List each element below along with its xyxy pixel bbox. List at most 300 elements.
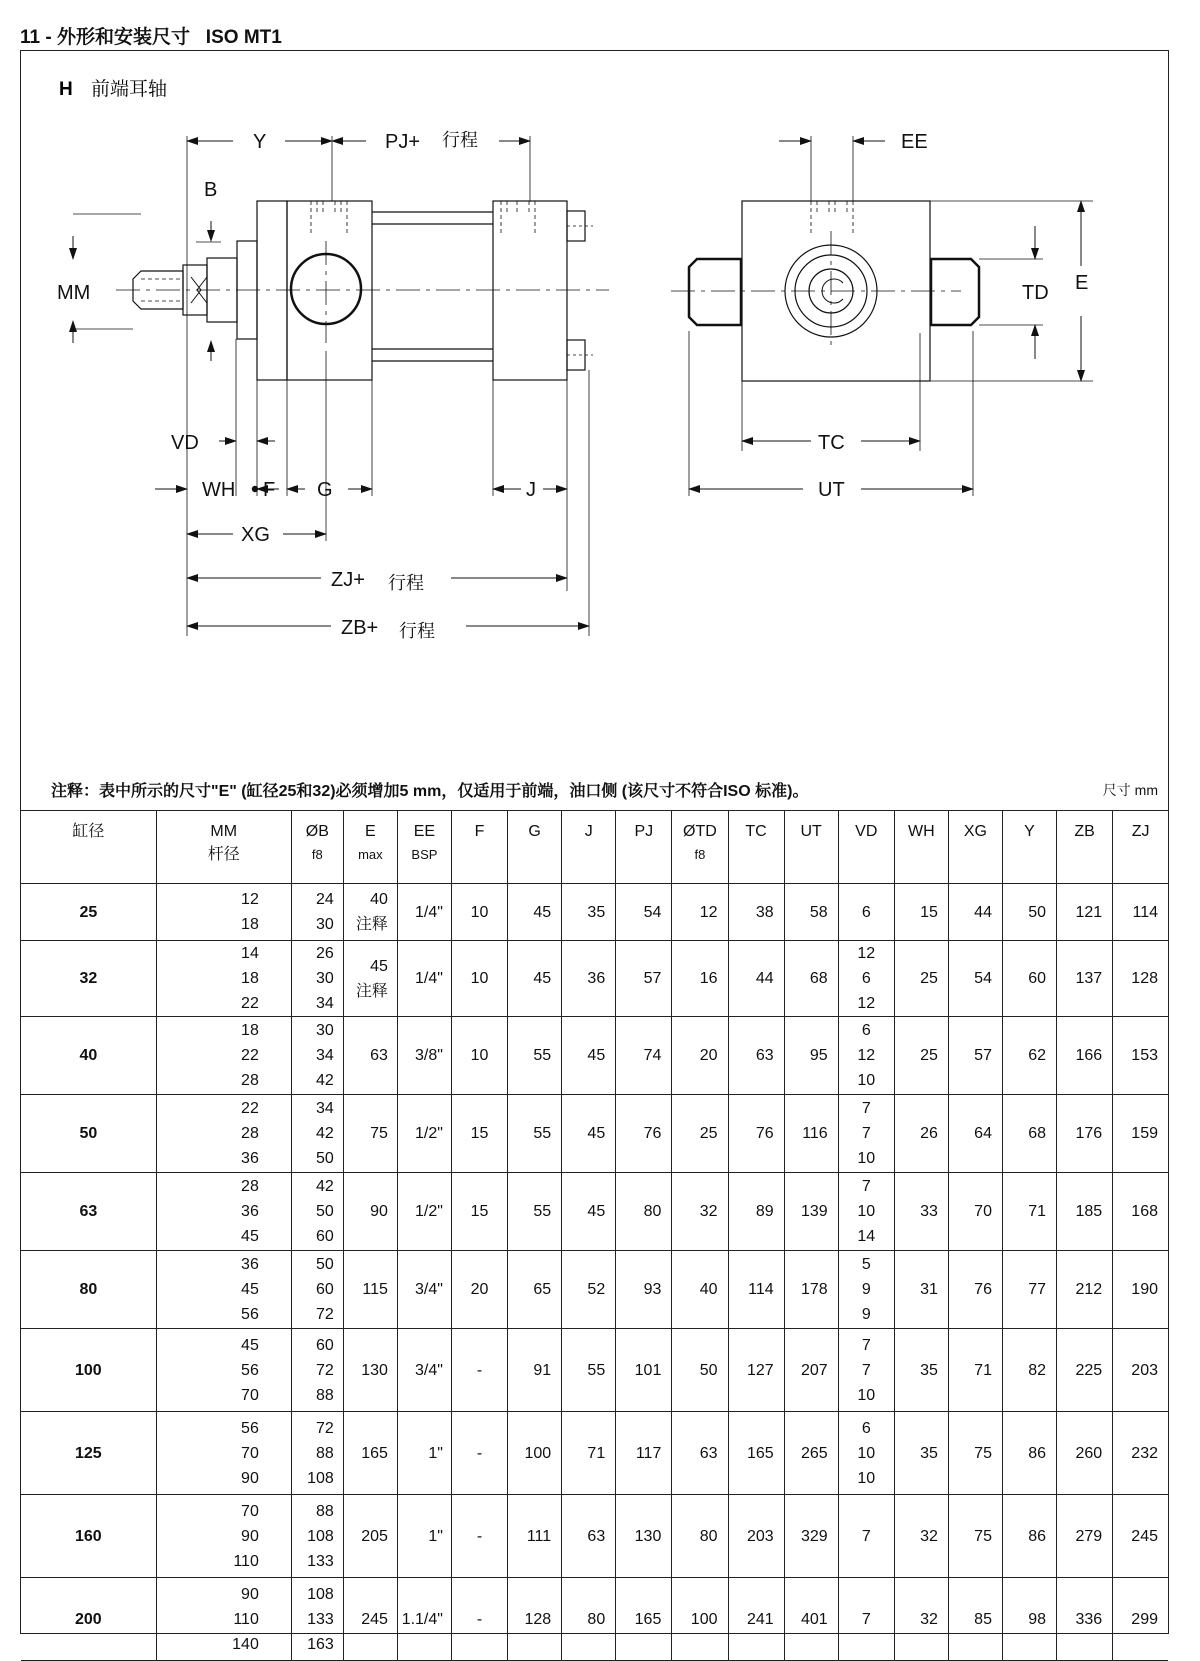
cell-line: 70 <box>241 1444 259 1462</box>
cell-line: 42 <box>316 1178 334 1195</box>
trunnion-left <box>689 259 741 325</box>
cell-line: 26 <box>316 945 334 962</box>
label-ZJ: ZJ+ <box>331 569 365 591</box>
cell-td: 50 <box>672 1329 728 1412</box>
cell-line: 9 <box>861 1281 871 1298</box>
header-label: XG <box>963 823 987 840</box>
cell-tc: 44 <box>728 941 784 1017</box>
cell-td: 63 <box>672 1412 728 1495</box>
cell-line: 18 <box>241 916 259 933</box>
cell-f: 10 <box>451 941 507 1017</box>
cell-pj: 165 <box>616 1578 672 1661</box>
label-ZB: ZB+ <box>341 617 379 639</box>
cell-mm <box>156 1251 291 1329</box>
header-label: PJ <box>634 823 654 840</box>
cell-g: 128 <box>508 1578 562 1661</box>
cell-f: - <box>451 1329 507 1412</box>
cell-line: 36 <box>241 1256 259 1273</box>
cell-xg: 76 <box>948 1251 1002 1329</box>
cell-zj: 203 <box>1113 1329 1168 1412</box>
label-WH: WH <box>202 479 236 501</box>
cell-wh: 35 <box>894 1412 948 1495</box>
cell-wh: 33 <box>894 1173 948 1251</box>
cell-line: 12 <box>857 945 876 962</box>
header-label: EE <box>413 823 436 840</box>
cell-bore: 200 <box>21 1578 156 1661</box>
cell-line: 205 <box>361 1527 388 1545</box>
cell-zb: 279 <box>1057 1495 1113 1578</box>
cell-ut: 68 <box>784 941 838 1017</box>
cell-line: 36 <box>241 1203 259 1220</box>
cell-line: 6 <box>861 1419 871 1437</box>
cell-td: 12 <box>672 884 728 941</box>
label-stroke-ZJ: 行程 <box>388 573 424 593</box>
cell-g: 45 <box>508 941 562 1017</box>
label-EE: EE <box>901 131 928 153</box>
cell-ut: 329 <box>784 1495 838 1578</box>
cell-line: 10 <box>857 1444 876 1462</box>
cell-xg: 57 <box>948 1017 1002 1095</box>
header-label: ZJ <box>1131 823 1150 840</box>
cell-line: 7 <box>861 1610 871 1628</box>
cell-e <box>343 1251 397 1329</box>
cell-line: 7 <box>861 1361 871 1379</box>
cell-zb: 185 <box>1057 1173 1113 1251</box>
cell-wh: 25 <box>894 1017 948 1095</box>
cell-b <box>291 1329 343 1412</box>
cell-line: 30 <box>316 970 334 987</box>
trunnion-right <box>931 259 979 325</box>
cell-line: 22 <box>241 1047 259 1064</box>
cell-ee: 1" <box>397 1495 451 1578</box>
cell-e <box>343 884 397 941</box>
cell-j: 71 <box>562 1412 616 1495</box>
cell-line: 7 <box>861 1178 871 1195</box>
cell-y: 86 <box>1002 1412 1056 1495</box>
column-header <box>784 811 838 884</box>
cell-vd <box>838 1017 894 1095</box>
cell-j: 45 <box>562 1173 616 1251</box>
cell-zb: 121 <box>1057 884 1113 941</box>
table-row <box>21 1095 1168 1173</box>
cell-zb: 212 <box>1057 1251 1113 1329</box>
column-header <box>672 811 728 884</box>
cell-line: 90 <box>241 1469 259 1487</box>
cell-f: - <box>451 1412 507 1495</box>
cell-vd <box>838 1495 894 1578</box>
cell-td: 80 <box>672 1495 728 1578</box>
cell-bore: 160 <box>21 1495 156 1578</box>
cell-line: 88 <box>316 1386 334 1404</box>
cell-f: 10 <box>451 884 507 941</box>
cell-wh: 31 <box>894 1251 948 1329</box>
label-F: F <box>263 479 276 501</box>
cell-ut: 178 <box>784 1251 838 1329</box>
cell-wh: 32 <box>894 1578 948 1661</box>
cell-line: 90 <box>241 1585 259 1603</box>
cell-ut: 401 <box>784 1578 838 1661</box>
column-header <box>728 811 784 884</box>
cell-line: 12 <box>857 995 876 1012</box>
cell-xg: 44 <box>948 884 1002 941</box>
table-row <box>21 1173 1168 1251</box>
cell-b <box>291 1173 343 1251</box>
column-header <box>894 811 948 884</box>
dimension-table <box>21 810 1168 1661</box>
dimension-labels <box>57 130 1088 641</box>
cell-line: 9 <box>861 1306 871 1323</box>
cell-line: 45 <box>241 1281 259 1298</box>
table-row <box>21 884 1168 941</box>
cell-y: 68 <box>1002 1095 1056 1173</box>
cell-pj: 57 <box>616 941 672 1017</box>
cell-line: 注释 <box>355 916 388 933</box>
column-header <box>948 811 1002 884</box>
cell-pj: 130 <box>616 1495 672 1578</box>
cell-line: 28 <box>241 1072 259 1089</box>
label-XG: XG <box>241 524 270 546</box>
cell-ut: 265 <box>784 1412 838 1495</box>
cell-line: 75 <box>370 1125 388 1142</box>
cell-vd <box>838 1251 894 1329</box>
cell-tc: 114 <box>728 1251 784 1329</box>
cell-line: 30 <box>316 916 334 933</box>
front-head <box>257 201 287 380</box>
label-stroke-PJ: 行程 <box>442 130 478 150</box>
rear-head <box>493 201 567 380</box>
column-header <box>616 811 672 884</box>
cell-bore: 100 <box>21 1329 156 1412</box>
cell-ee: 1.1/4" <box>397 1578 451 1661</box>
cell-line: 10 <box>857 1469 876 1487</box>
label-E: E <box>1075 272 1089 294</box>
header-sublabel: 杆径 <box>207 846 240 863</box>
cell-tc: 63 <box>728 1017 784 1095</box>
cell-line: 108 <box>307 1527 334 1545</box>
side-view <box>133 201 593 380</box>
cell-line: 18 <box>241 970 259 987</box>
cell-line: 22 <box>241 995 259 1012</box>
column-header <box>1002 811 1056 884</box>
cell-ut: 207 <box>784 1329 838 1412</box>
cell-ee: 3/4" <box>397 1251 451 1329</box>
cell-tc: 127 <box>728 1329 784 1412</box>
cell-line: 36 <box>241 1150 259 1167</box>
cell-xg: 75 <box>948 1412 1002 1495</box>
cell-wh: 15 <box>894 884 948 941</box>
cell-vd <box>838 1578 894 1661</box>
cell-line: 40 <box>370 891 388 908</box>
cell-wh: 32 <box>894 1495 948 1578</box>
cell-wh: 26 <box>894 1095 948 1173</box>
cell-line: 88 <box>316 1444 334 1462</box>
cell-bore: 125 <box>21 1412 156 1495</box>
cell-zj: 190 <box>1113 1251 1168 1329</box>
cell-zj: 232 <box>1113 1412 1168 1495</box>
cell-b <box>291 884 343 941</box>
cell-j: 45 <box>562 1095 616 1173</box>
cell-e <box>343 1095 397 1173</box>
cell-j: 36 <box>562 941 616 1017</box>
header-label: 缸径 <box>72 823 105 840</box>
cell-xg: 85 <box>948 1578 1002 1661</box>
cell-line: 56 <box>241 1419 259 1437</box>
cell-y: 60 <box>1002 941 1056 1017</box>
cell-b <box>291 1251 343 1329</box>
cell-td: 25 <box>672 1095 728 1173</box>
cell-ut: 95 <box>784 1017 838 1095</box>
cell-line: 70 <box>241 1386 259 1404</box>
cell-tc: 76 <box>728 1095 784 1173</box>
cell-b <box>291 1095 343 1173</box>
cell-line: 72 <box>316 1361 334 1379</box>
cell-zj: 245 <box>1113 1495 1168 1578</box>
page-title: 11 - 外形和安装尺寸 ISO MT1 <box>20 27 282 48</box>
cell-line: 18 <box>241 1022 259 1039</box>
column-header <box>343 811 397 884</box>
cell-j: 63 <box>562 1495 616 1578</box>
cell-line: 130 <box>361 1361 388 1379</box>
cell-g: 100 <box>508 1412 562 1495</box>
cell-bore: 50 <box>21 1095 156 1173</box>
cell-td: 20 <box>672 1017 728 1095</box>
cell-y: 62 <box>1002 1017 1056 1095</box>
cell-zj: 299 <box>1113 1578 1168 1661</box>
header-label: WH <box>908 823 935 840</box>
cell-vd <box>838 941 894 1017</box>
cell-bore: 40 <box>21 1017 156 1095</box>
cell-e <box>343 1578 397 1661</box>
cell-line: 90 <box>370 1203 388 1220</box>
cell-line: 72 <box>316 1306 334 1323</box>
cell-wh: 35 <box>894 1329 948 1412</box>
label-B: B <box>204 179 218 201</box>
cell-pj: 117 <box>616 1412 672 1495</box>
column-header <box>21 811 156 884</box>
cell-line: 34 <box>316 1047 334 1064</box>
cell-line: 115 <box>362 1281 388 1298</box>
label-Y: Y <box>253 131 267 153</box>
cell-f: - <box>451 1578 507 1661</box>
cell-line: 42 <box>316 1072 334 1089</box>
cell-line: 7 <box>861 1125 871 1142</box>
cell-vd <box>838 884 894 941</box>
cell-j: 80 <box>562 1578 616 1661</box>
cell-line: 10 <box>857 1150 876 1167</box>
cell-mm <box>156 1329 291 1412</box>
cell-ee: 1/4" <box>397 941 451 1017</box>
label-stroke-ZB: 行程 <box>399 621 435 641</box>
cell-line: 34 <box>316 1100 334 1117</box>
cell-line: 163 <box>307 1635 334 1653</box>
cell-e <box>343 1017 397 1095</box>
cell-line: 133 <box>307 1610 334 1628</box>
cell-line: 50 <box>316 1256 334 1273</box>
cell-line: 165 <box>361 1444 388 1462</box>
label-TD: TD <box>1022 282 1049 304</box>
cell-line: 6 <box>861 1022 871 1039</box>
column-header <box>156 811 291 884</box>
column-header <box>1057 811 1113 884</box>
cell-y: 86 <box>1002 1495 1056 1578</box>
cell-line: 70 <box>241 1502 259 1520</box>
cell-f: 15 <box>451 1095 507 1173</box>
cell-zb: 225 <box>1057 1329 1113 1412</box>
cell-e <box>343 1329 397 1412</box>
label-UT: UT <box>818 479 845 501</box>
table-row <box>21 1412 1168 1495</box>
cell-g: 55 <box>508 1095 562 1173</box>
cell-line: 133 <box>307 1552 334 1570</box>
cell-f: 15 <box>451 1173 507 1251</box>
cell-e <box>343 1412 397 1495</box>
cell-line: 30 <box>316 1022 334 1039</box>
cell-line: 88 <box>316 1502 334 1520</box>
cell-line: 10 <box>857 1072 876 1089</box>
cell-e <box>343 941 397 1017</box>
cell-xg: 75 <box>948 1495 1002 1578</box>
cell-mm <box>156 1578 291 1661</box>
cell-line: 60 <box>316 1336 334 1354</box>
label-TC: TC <box>818 432 845 454</box>
cell-line: 45 <box>370 957 388 975</box>
cell-ee: 3/8" <box>397 1017 451 1095</box>
cell-y: 98 <box>1002 1578 1056 1661</box>
cell-line: 24 <box>316 891 334 908</box>
header-label: Y <box>1024 823 1035 840</box>
cell-zb: 336 <box>1057 1578 1113 1661</box>
cell-line: 6 <box>861 903 871 921</box>
cell-xg: 64 <box>948 1095 1002 1173</box>
cell-line: 6 <box>861 970 871 987</box>
cell-ut: 116 <box>784 1095 838 1173</box>
cell-g: 91 <box>508 1329 562 1412</box>
cell-y: 82 <box>1002 1329 1056 1412</box>
header-sublabel: f8 <box>311 847 323 862</box>
cell-line: 56 <box>241 1361 259 1379</box>
column-header <box>291 811 343 884</box>
cell-tc: 241 <box>728 1578 784 1661</box>
header-sublabel: max <box>358 847 383 862</box>
cell-line: 63 <box>370 1047 388 1064</box>
cell-y: 77 <box>1002 1251 1056 1329</box>
note-text: 注释：表中所示的尺寸"E" (缸径25和32)必须增加5 mm，仅适用于前端，油口侧 (该尺寸不符合ISO 标准)。 <box>51 783 809 800</box>
cell-e <box>343 1495 397 1578</box>
cell-mm <box>156 884 291 941</box>
cell-g: 111 <box>508 1495 562 1578</box>
cell-line: 56 <box>241 1306 259 1323</box>
cell-g: 55 <box>508 1017 562 1095</box>
cell-b <box>291 1017 343 1095</box>
cell-g: 55 <box>508 1173 562 1251</box>
cell-line: 140 <box>232 1635 259 1653</box>
cell-line: 14 <box>241 945 259 962</box>
cell-b <box>291 941 343 1017</box>
cell-line: 60 <box>316 1228 334 1245</box>
label-PJ: PJ+ <box>385 131 421 153</box>
cell-j: 52 <box>562 1251 616 1329</box>
cell-bore: 32 <box>21 941 156 1017</box>
dimension-dot <box>252 486 258 492</box>
cell-mm <box>156 1017 291 1095</box>
cell-line: 50 <box>316 1150 334 1167</box>
cell-zj: 114 <box>1113 884 1168 941</box>
cell-pj: 80 <box>616 1173 672 1251</box>
cell-xg: 54 <box>948 941 1002 1017</box>
cell-b <box>291 1495 343 1578</box>
cell-zj: 128 <box>1113 941 1168 1017</box>
cell-td: 16 <box>672 941 728 1017</box>
table-body <box>21 884 1168 1661</box>
header-label: ØB <box>305 823 329 840</box>
header-label: J <box>584 823 593 840</box>
cell-ee: 1/2" <box>397 1095 451 1173</box>
cell-pj: 76 <box>616 1095 672 1173</box>
cell-vd <box>838 1412 894 1495</box>
cell-ut: 139 <box>784 1173 838 1251</box>
table-row <box>21 1251 1168 1329</box>
cell-g: 45 <box>508 884 562 941</box>
label-J: J <box>526 479 536 501</box>
cell-j: 35 <box>562 884 616 941</box>
cell-xg: 71 <box>948 1329 1002 1412</box>
cell-line: 42 <box>316 1125 334 1142</box>
cell-j: 55 <box>562 1329 616 1412</box>
header-sublabel: BSP <box>411 847 438 862</box>
cell-zj: 168 <box>1113 1173 1168 1251</box>
drawing-frame <box>20 50 1169 1653</box>
trunnion-block <box>287 201 372 380</box>
cell-f: 10 <box>451 1017 507 1095</box>
cell-bore: 80 <box>21 1251 156 1329</box>
label-VD: VD <box>171 432 199 454</box>
cell-line: 28 <box>241 1125 259 1142</box>
column-header <box>1113 811 1168 884</box>
cell-zj: 159 <box>1113 1095 1168 1173</box>
cell-line: 22 <box>241 1100 259 1117</box>
cell-line: 5 <box>861 1256 871 1273</box>
cell-wh: 25 <box>894 941 948 1017</box>
cell-tc: 38 <box>728 884 784 941</box>
cell-ee: 1/2" <box>397 1173 451 1251</box>
cell-line: 108 <box>307 1585 334 1603</box>
cell-pj: 93 <box>616 1251 672 1329</box>
header-label: UT <box>800 823 822 840</box>
column-header <box>451 811 507 884</box>
table-row <box>21 1495 1168 1578</box>
cell-line: 14 <box>857 1228 876 1245</box>
cell-mm <box>156 941 291 1017</box>
cell-line: 110 <box>233 1610 259 1628</box>
cell-f: - <box>451 1495 507 1578</box>
cell-td: 40 <box>672 1251 728 1329</box>
cell-line: 245 <box>361 1610 388 1628</box>
header-label: TC <box>745 823 767 840</box>
table-header <box>21 811 1168 884</box>
unit-label: 尺寸 mm <box>1102 782 1158 798</box>
cell-line: 50 <box>316 1203 334 1220</box>
cell-vd <box>838 1095 894 1173</box>
cell-zb: 137 <box>1057 941 1113 1017</box>
cell-y: 50 <box>1002 884 1056 941</box>
cell-zj: 153 <box>1113 1017 1168 1095</box>
cell-e <box>343 1173 397 1251</box>
table-row <box>21 1017 1168 1095</box>
cell-bore: 63 <box>21 1173 156 1251</box>
cell-zb: 166 <box>1057 1017 1113 1095</box>
cell-line: 45 <box>241 1336 259 1354</box>
cell-b <box>291 1412 343 1495</box>
